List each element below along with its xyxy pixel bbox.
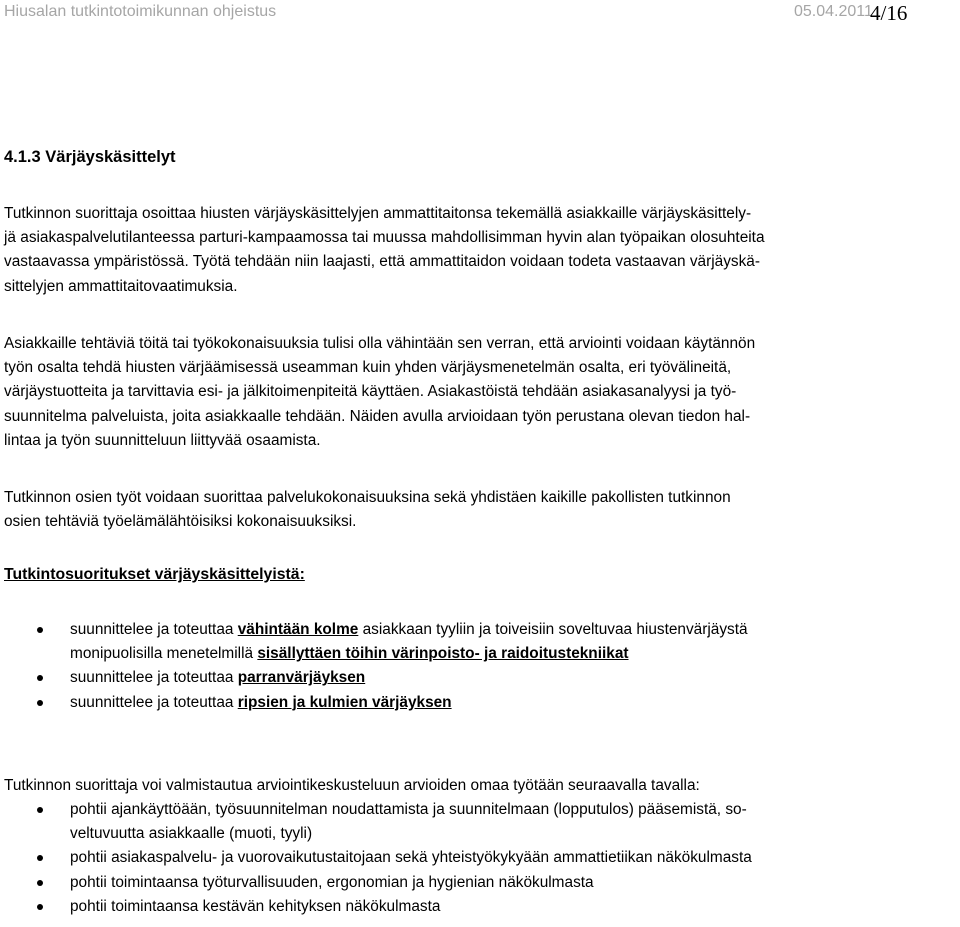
list-item bbox=[0, 618, 956, 666]
list-item bbox=[0, 798, 956, 846]
header-date: 05.04.2011 bbox=[794, 3, 873, 20]
emphasis-text: sisällyttäen töihin värinpoisto- ja raidoitustekniikat bbox=[257, 645, 629, 663]
bullet-icon bbox=[37, 627, 43, 633]
list-text: suunnittelee ja toteuttaa bbox=[70, 669, 238, 687]
paragraph-line: Tutkinnon suorittaja voi valmistautua arviointikeskusteluun arvioiden omaa työtään seuraavalla tavalla: bbox=[4, 777, 700, 794]
paragraph-line: sittelyjen ammattitaitovaatimuksia. bbox=[4, 277, 238, 295]
list-item-line bbox=[70, 666, 956, 690]
header-title: Hiusalan tutkintotoimikunnan ohjeistus bbox=[4, 3, 277, 20]
paragraph-line: Tutkinnon osien työt voidaan suorittaa palvelukokonaisuuksina sekä yhdistäen kaikille pakollisten tutkinnon bbox=[4, 489, 731, 506]
emphasis-text: ripsien ja kulmien värjäyksen bbox=[237, 693, 452, 711]
paragraph-line: lintaa ja työn suunnitteluun liittyvää osaamista. bbox=[4, 431, 321, 449]
paragraph-line: osien tehtäviä työelämälähtöisiksi kokonaisuuksiksi. bbox=[4, 513, 357, 531]
emphasis-text: parranvärjäyksen bbox=[237, 669, 366, 687]
subheading: Tutkintosuoritukset värjäyskäsittelyistä: bbox=[4, 566, 305, 583]
paragraph-line: Asiakkaille tehtäviä töitä tai työkokonaisuuksia tulisi olla vähintään sen verran, että arviointi voidaan käytännön bbox=[4, 335, 756, 352]
intro-paragraph bbox=[4, 774, 956, 798]
list-item-line: pohtii ajankäyttöään, työsuunnitelman noudattamista ja suunnitelmaan (lopputulos) pääsemistä, so- bbox=[70, 801, 747, 818]
list-item bbox=[0, 895, 956, 919]
list-item bbox=[0, 846, 956, 870]
list-text: suunnittelee ja toteuttaa bbox=[70, 621, 238, 638]
list-item-line bbox=[70, 691, 956, 715]
list-item-line bbox=[70, 618, 956, 642]
paragraph-2 bbox=[4, 332, 956, 453]
list-item bbox=[0, 666, 956, 690]
emphasis-text: vähintään kolme bbox=[237, 621, 359, 638]
list-item-line: veltuvuutta asiakkaalle (muoti, tyyli) bbox=[70, 825, 313, 843]
page-header bbox=[4, 3, 954, 27]
page-number: 4/16 bbox=[870, 1, 908, 25]
paragraph-line: Tutkinnon suorittaja osoittaa hiusten värjäyskäsittelyjen ammattitaitonsa tekemällä asiakkaille värjäyskäsittely- bbox=[4, 205, 752, 222]
bullet-icon bbox=[37, 807, 43, 813]
paragraph-line: värjäystuotteita ja tarvittavia esi- ja jälkitoimenpiteitä käyttäen. Asiakastöistä tehdään asiakasanalyysi ja työ- bbox=[4, 383, 737, 401]
list-text: suunnittelee ja toteuttaa bbox=[70, 693, 238, 711]
list-item bbox=[0, 691, 956, 715]
list-item-line: pohtii asiakaspalvelu- ja vuorovaikutustaitojaan sekä yhteistyökykyään ammattietiikan näkökulmasta bbox=[70, 849, 752, 867]
bullet-icon bbox=[37, 700, 43, 706]
self-assessment-list bbox=[0, 798, 956, 919]
paragraph-1 bbox=[4, 202, 956, 299]
list-item-line: pohtii toimintaansa kestävän kehityksen näkökulmasta bbox=[70, 897, 441, 915]
list-item bbox=[0, 871, 956, 895]
list-item-line bbox=[70, 642, 956, 666]
bullet-icon bbox=[37, 880, 43, 886]
requirements-list bbox=[0, 618, 956, 715]
paragraph-line: vastaavassa ympäristössä. Työtä tehdään niin laajasti, että ammattitaidon voidaan todeta vastaavan värjäyskä- bbox=[4, 253, 760, 271]
list-item-line: pohtii toimintaansa työturvallisuuden, ergonomian ja hygienian näkökulmasta bbox=[70, 873, 594, 891]
bullet-icon bbox=[37, 675, 43, 681]
paragraph-line: työn osalta tehdä hiusten värjäämisessä useamman kuin yhden värjäysmenetelmän osalta, eri työvälineitä, bbox=[4, 359, 732, 377]
paragraph-line: jä asiakaspalvelutilanteessa parturi-kampaamossa tai muussa mahdollisimman hyvin alan työpaikan olosuhteita bbox=[4, 229, 765, 247]
bullet-icon bbox=[37, 904, 43, 910]
paragraph-3 bbox=[4, 486, 956, 534]
list-text: monipuolisilla menetelmillä bbox=[70, 645, 258, 663]
bullet-icon bbox=[37, 855, 43, 861]
list-text: asiakkaan tyyliin ja toiveisiin soveltuvaa hiustenvärjäystä bbox=[358, 621, 748, 638]
paragraph-line: suunnitelma palveluista, joita asiakkaalle tehdään. Näiden avulla arvioidaan työn perustana olevan tiedon hal- bbox=[4, 407, 751, 425]
section-title: 4.1.3 Värjäyskäsittelyt bbox=[4, 148, 176, 166]
